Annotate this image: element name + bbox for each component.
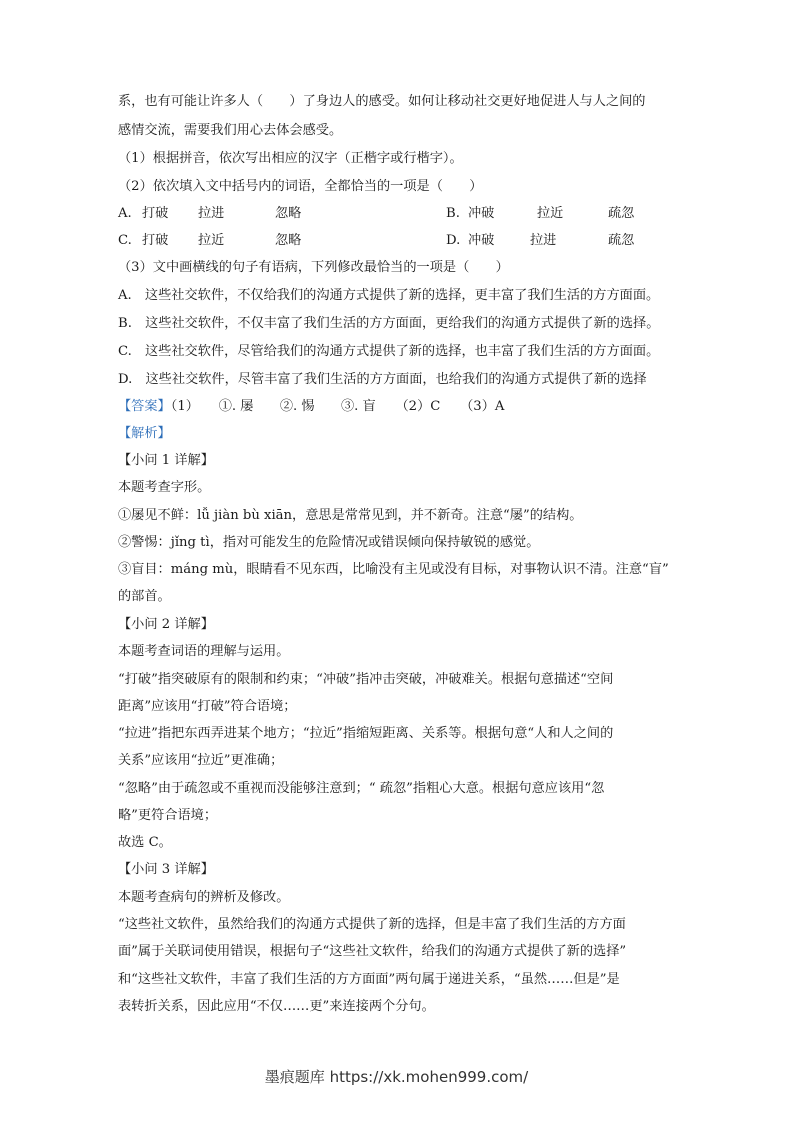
question-2: （2）依次填入文中括号内的词语，全都恰当的一项是（ ） xyxy=(118,179,483,194)
question-3: （3）文中画横线的句子有语病，下列修改最恰当的一项是（ ） xyxy=(118,260,509,275)
option-b-word3: 疏忽 xyxy=(608,206,635,221)
option-a-word1: 打破 xyxy=(142,206,169,221)
section-heading: 【小问 1 详解】 xyxy=(118,453,214,468)
text-line: 面”属于关联词使用错误，根据句子“这些社文软件，给我们的沟通方式提供了新的选择” xyxy=(118,944,627,959)
text-line: 本题考查词语的理解与运用。 xyxy=(118,644,290,659)
text-line: 本题考查字形。 xyxy=(118,480,211,495)
option-d-word1: 冲破 xyxy=(468,233,495,248)
q3-option-a: A. 这些社交软件，不仅给我们的沟通方式提供了新的选择，更丰富了我们生活的方方面面。 xyxy=(118,288,660,303)
q3-option-d: D. 这些社交软件，尽管丰富了我们生活的方方面面，也给我们的沟通方式提供了新的选择 xyxy=(118,372,647,387)
text-line: ③盲目：máng mù，眼睛看不见东西，比喻没有主见或没有目标，对事物认识不清。注意“盲” xyxy=(118,562,669,577)
section-heading: 【小问 3 详解】 xyxy=(118,862,214,877)
answer-line xyxy=(118,398,504,416)
option-c-word1: 打破 xyxy=(142,233,169,248)
answer-text: （1） ①. 屡 ②. 惕 ③. 盲 （2）C （3）A xyxy=(170,399,505,414)
answer-tag: 【答案】 xyxy=(118,399,171,414)
option-c-label: C. xyxy=(118,233,132,248)
text-line: 距离”应该用“打破”符合语境； xyxy=(118,699,297,714)
text-line: ②警惕：jǐng tì，指对可能发生的危险情况或错误倾向保持敏锐的感觉。 xyxy=(118,535,540,550)
text-line: 感情交流，需要我们用心去体会感受。 xyxy=(118,123,343,138)
text-line: “打破”指突破原有的限制和约束；“冲破”指冲击突破，冲破难关。根据句意描述“空间 xyxy=(118,672,614,687)
text-line: 关系”应该用“拉近”更准确； xyxy=(118,753,284,768)
section-heading: 【小问 2 详解】 xyxy=(118,617,214,632)
text-line: 本题考查病句的辨析及修改。 xyxy=(118,890,290,905)
option-a-word3: 忽略 xyxy=(275,206,302,221)
option-a-word2: 拉进 xyxy=(198,206,225,221)
option-b-word1: 冲破 xyxy=(468,206,495,221)
question-1: （1）根据拼音，依次写出相应的汉字（正楷字或行楷字）。 xyxy=(118,151,463,166)
text-line: “这些社文软件，虽然给我们的沟通方式提供了新的选择，但是丰富了我们生活的方方面 xyxy=(118,917,626,932)
text-line: ①屡见不鲜：lǚ jiàn bù xiān，意思是常常见到，并不新奇。注意“屡”的结构。 xyxy=(118,508,583,523)
text-line: 故选 C。 xyxy=(118,835,172,850)
text-line: 表转折关系，因此应用“不仅……更”来连接两个分句。 xyxy=(118,999,435,1014)
text-line: 和“这些社文软件，丰富了我们生活的方方面面”两句属于递进关系，“虽然……但是”是 xyxy=(118,972,620,987)
text-line: “忽略”由于疏忽或不重视而没能够注意到；“ 疏忽”指粗心大意。根据句意应该用“忽 xyxy=(118,781,605,796)
option-d-word2: 拉进 xyxy=(530,233,557,248)
text-line: 略”更符合语境； xyxy=(118,808,218,823)
footer-watermark: 墨痕题库 https://xk.mohen999.com/ xyxy=(264,1068,529,1086)
option-b-label: B. xyxy=(446,206,460,221)
analysis-tag: 【解析】 xyxy=(118,426,171,441)
option-c-word3: 忽略 xyxy=(275,233,302,248)
q3-option-b: B. 这些社交软件，不仅丰富了我们生活的方方面面，更给我们的沟通方式提供了新的选择。 xyxy=(118,316,660,331)
option-b-word2: 拉近 xyxy=(537,206,564,221)
option-d-word3: 疏忽 xyxy=(608,233,635,248)
text-line: “拉进”指把东西弄进某个地方；“拉近”指缩短距离、关系等。根据句意“人和人之间的 xyxy=(118,726,614,741)
text-line: 的部首。 xyxy=(118,589,171,604)
q3-option-c: C. 这些社交软件，尽管给我们的沟通方式提供了新的选择，也丰富了我们生活的方方面面。 xyxy=(118,344,660,359)
text-line: 系，也有可能让许多人（ ）了身边人的感受。如何让移动社交更好地促进人与人之间的 xyxy=(118,94,646,109)
option-a-label: A. xyxy=(118,206,132,221)
option-d-label: D. xyxy=(446,233,461,248)
option-c-word2: 拉近 xyxy=(198,233,225,248)
